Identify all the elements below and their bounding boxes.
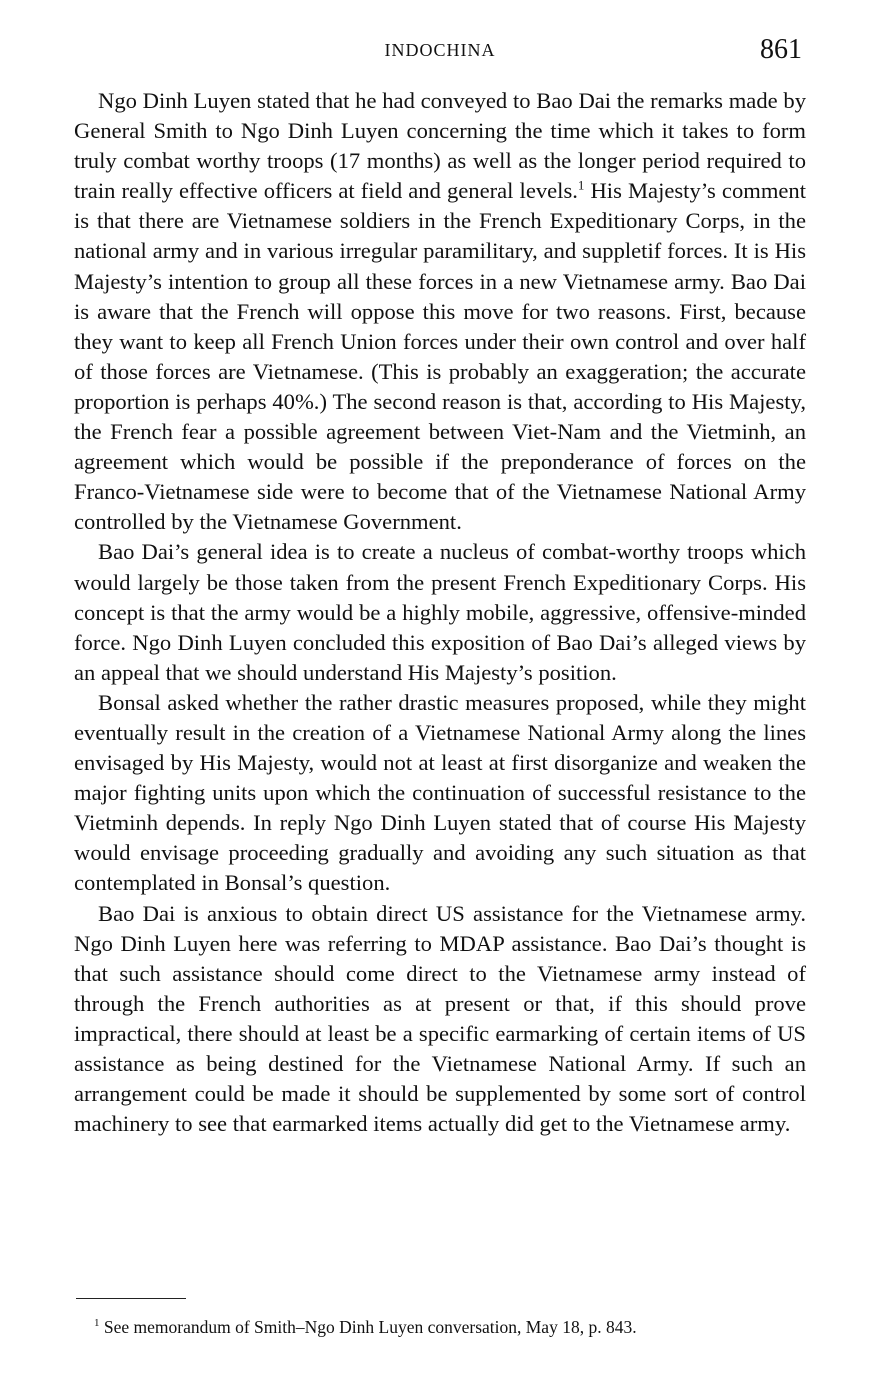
footnote-text: See memorandum of Smith–Ngo Dinh Luyen conversation, May 18, p. 843.	[99, 1317, 637, 1337]
paragraph-4: Bao Dai is anxious to obtain direct US assistance for the Vietnamese army. Ngo Dinh Luyen here was referring to MDAP assistance. Bao Dai’s thought is that such assistance should come direct to the Vietnamese army instead of through the French authorities as at present or that, if this should prove impractical, there should at least be a specific earmarking of certain items of US assistance as being destined for the Vietnamese National Army. If such an arrangement could be made it should be supplemented by some sort of control machinery to see that earmarked items actually did get to the Vietnamese army.	[74, 900, 806, 1137]
paragraph-1-continued: His Majesty’s comment is that there are Vietnamese soldiers in the French Expeditionary Corps, in the national army and in various irregular paramilitary, and suppletif forces. It is His Majesty’s intention to group all these forces in a new Vietnamese army. Bao Dai is aware that the French will oppose this move for two reasons. First, because they want to keep all French Union forces under their own control and over half of those forces are Vietnamese. (This is probably an exaggeration; the accurate proportion is perhaps 40%.) The second reason is that, according to His Majesty, the French fear a possible agreement between Viet-Nam and the Vietminh, an agreement which would be possible if the preponderance of forces on the Franco-Vietnamese side were to become that of the Vietnamese National Army controlled by the Vietnamese Government.	[74, 178, 806, 535]
page-header	[0, 34, 880, 70]
running-head: INDOCHINA	[384, 40, 496, 60]
paragraph-1	[74, 86, 806, 537]
footnote	[94, 1316, 814, 1338]
paragraph-2: Bao Dai’s general idea is to create a nucleus of combat-worthy troops which would largely be those taken from the present French Expeditionary Corps. His concept is that the army would be a highly mobile, aggressive, offensive-minded force. Ngo Dinh Luyen concluded this exposition of Bao Dai’s alleged views by an appeal that we should understand His Majesty’s position.	[74, 539, 806, 685]
page-number: 861	[760, 34, 802, 65]
footnote-rule	[76, 1298, 186, 1299]
paragraph-3: Bonsal asked whether the rather drastic measures proposed, while they might eventually result in the creation of a Vietnamese National Army along the lines envisaged by His Majesty, would not at least at first disorganize and weaken the major fighting units upon which the continuation of successful resistance to the Vietminh depends. In reply Ngo Dinh Luyen stated that of course His Majesty would envisage proceeding gradually and avoiding any such situation as that contemplated in Bonsal’s question.	[74, 689, 806, 896]
body-text	[74, 86, 806, 1139]
footnote-marker: 1	[94, 1317, 100, 1330]
paragraph-1-text: Ngo Dinh Luyen stated that he had conveyed to Bao Dai the remarks made by General Smith to Ngo Dinh Luyen concerning the time which it takes to form truly combat worthy troops (17 months) as well as the longer period required to train really effective officers at field and general levels.	[74, 88, 806, 204]
footnote-reference: 1	[577, 177, 585, 193]
